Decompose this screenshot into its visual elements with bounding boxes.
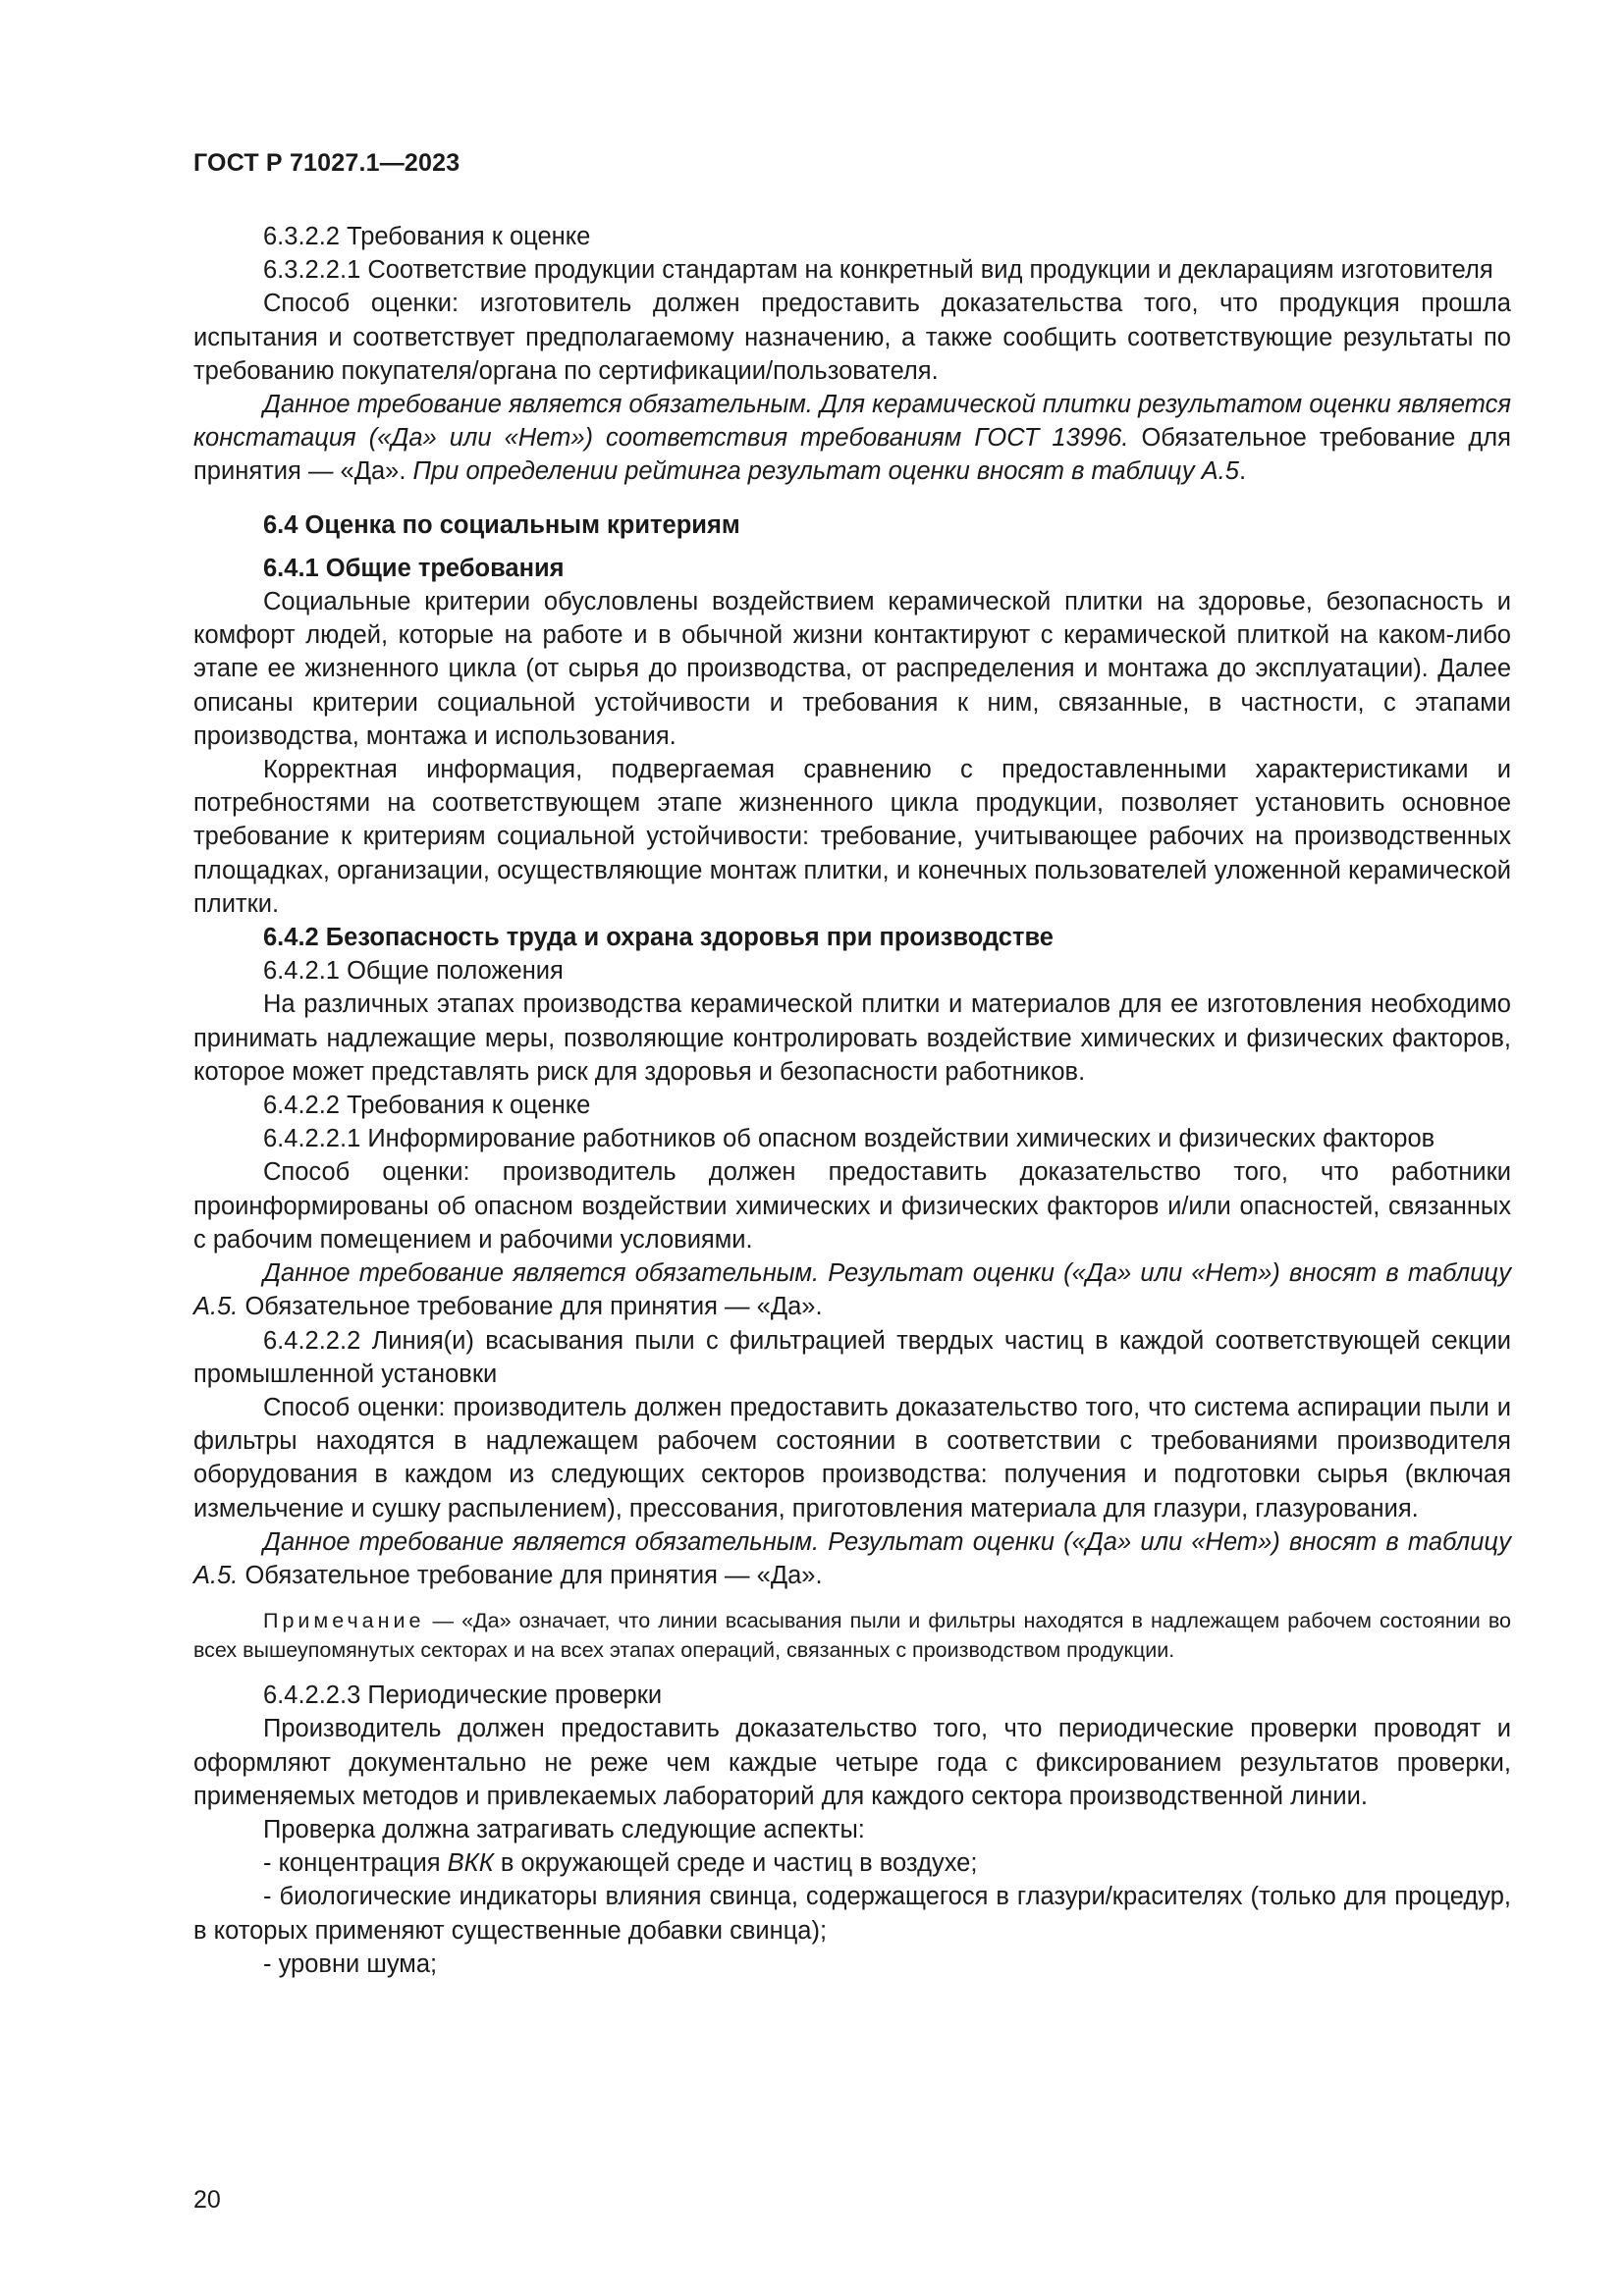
text-run: в окружающей среде и частиц в воздухе; [493, 1849, 978, 1878]
paragraph: 6.4.2.1 Общие положения [263, 957, 564, 986]
text-run: Обязательное требование для принятия — «Да». [193, 424, 1511, 486]
paragraph: Социальные критерии обусловлены воздействием керамической плитки на здоровье, безопасность и комфорт людей, которые на работе и в обычной жизни контактируют с керамической плиткой на каком-либо этапе ее жизненного цикла (от сырья до производства, от распределения и монтажа до эксплуатации). Далее описаны критерии социальной устойчивости и требования к ним, связанные, в частности, с этапами производства, монтажа и использования. [193, 588, 1511, 750]
paragraph: 6.3.2.2 Требования к оценке [263, 223, 591, 250]
italic-text: Данное требование является обязательным. Результат оценки («Да» или «Нет») вносят в таблицу А.5. [193, 1259, 1511, 1321]
paragraph: 6.4.2.2 Требования к оценке [263, 1092, 591, 1120]
subsection-heading: 6.4.2 Безопасность труда и охрана здоровья при производстве [263, 924, 1054, 952]
text-run: - концентрация [263, 1849, 448, 1878]
paragraph [193, 388, 1511, 489]
list-item [193, 1846, 1511, 1880]
document-header: ГОСТ Р 71027.1—2023 [193, 149, 460, 177]
note [193, 1606, 1511, 1665]
document-body [193, 220, 1511, 1981]
paragraph [193, 1256, 1511, 1323]
text-run: Обязательное требование для принятия — «Да». [238, 1561, 823, 1589]
paragraph: Способ оценки: производитель должен предоставить доказательство того, что система аспирации пыли и фильтры находятся в надлежащем рабочем состоянии в соответствии с требованиями производителя оборудования в каждом из следующих секторов производства: получения и подготовки сырья (включая измельчение и сушку распылением), прессования, приготовления материала для глазури, глазурования. [193, 1393, 1511, 1522]
paragraph: 6.4.2.2.3 Периодические проверки [263, 1682, 663, 1710]
subsection-heading: 6.4.1 Общие требования [263, 554, 565, 582]
paragraph: 6.3.2.2.1 Соответствие продукции стандартам на конкретный вид продукции и декларациям изготовителя [263, 256, 1493, 285]
paragraph: Корректная информация, подвергаемая сравнению с предоставленными характеристиками и потребностями на соответствующем этапе жизненного цикла продукции, позволяет установить основное требование к критериям социальной устойчивости: требование, учитывающее рабочих на производственных площадках, организации, осуществляющие монтаж плитки, и конечных пользователей уложенной керамической плитки. [193, 756, 1511, 918]
paragraph: 6.4.2.2.1 Информирование работников об опасном воздействии химических и физических факторов [263, 1125, 1435, 1153]
list-item: - уровни шума; [263, 1949, 438, 1978]
paragraph: Проверка должна затрагивать следующие аспекты: [263, 1815, 865, 1843]
text-run: . [1238, 457, 1247, 486]
paragraph: Способ оценки: производитель должен предоставить доказательство того, что работники проинформированы об опасном воздействии химических и физических факторов и/или опасностей, связанных с рабочим помещением и рабочими условиями. [193, 1158, 1511, 1254]
paragraph: Способ оценки: изготовитель должен предоставить доказательства того, что продукция прошла испытания и соответствует предполагаемому назначению, а также сообщить соответствующие результаты по требованию покупателя/органа по сертификации/пользователя. [193, 290, 1511, 385]
page-number: 20 [193, 2186, 221, 2214]
list-item: - биологические индикаторы влияния свинца, содержащегося в глазури/красителях (только для процедур, в которых применяют существенные добавки свинца); [193, 1883, 1511, 1945]
text-run: Обязательное требование для принятия — «Да». [238, 1293, 823, 1321]
italic-text: Данное требование является обязательным. Для керамической плитки результатом оценки является констатация («Да» или «Нет») соответствия требованиям ГОСТ 13996. [193, 391, 1511, 453]
section-heading: 6.4 Оценка по социальным критериям [263, 510, 740, 539]
paragraph: Производитель должен предоставить доказательство того, что периодические проверки проводят и оформляют документально не реже чем каждые четыре года с фиксированием результатов проверки, применяемых методов и привлекаемых лабораторий для каждого сектора производственной линии. [193, 1715, 1511, 1810]
italic-text: Данное требование является обязательным. Результат оценки («Да» или «Нет») вносят в таблицу А.5. [193, 1527, 1511, 1589]
italic-text: ВКК [447, 1849, 494, 1878]
paragraph: 6.4.2.2.2 Линия(и) всасывания пыли с фильтрацией твердых частиц в каждой соответствующей секции промышленной установки [193, 1326, 1511, 1388]
paragraph: На различных этапах производства керамической плитки и материалов для ее изготовления необходимо принимать надлежащие меры, позволяющие контролировать воздействие химических и физических факторов, которое может представлять риск для здоровья и безопасности работников. [193, 990, 1511, 1086]
paragraph [193, 1525, 1511, 1592]
note-label: Примечание [263, 1609, 425, 1633]
italic-text: При определении рейтинга результат оценки вносят в таблицу А.5 [412, 457, 1239, 486]
note-text: — «Да» означает, что линии всасывания пыли и фильтры находятся в надлежащем рабочем состоянии во всех вышеупомянутых секторах и на всех этапах операций, связанных с производством продукции. [193, 1609, 1511, 1663]
